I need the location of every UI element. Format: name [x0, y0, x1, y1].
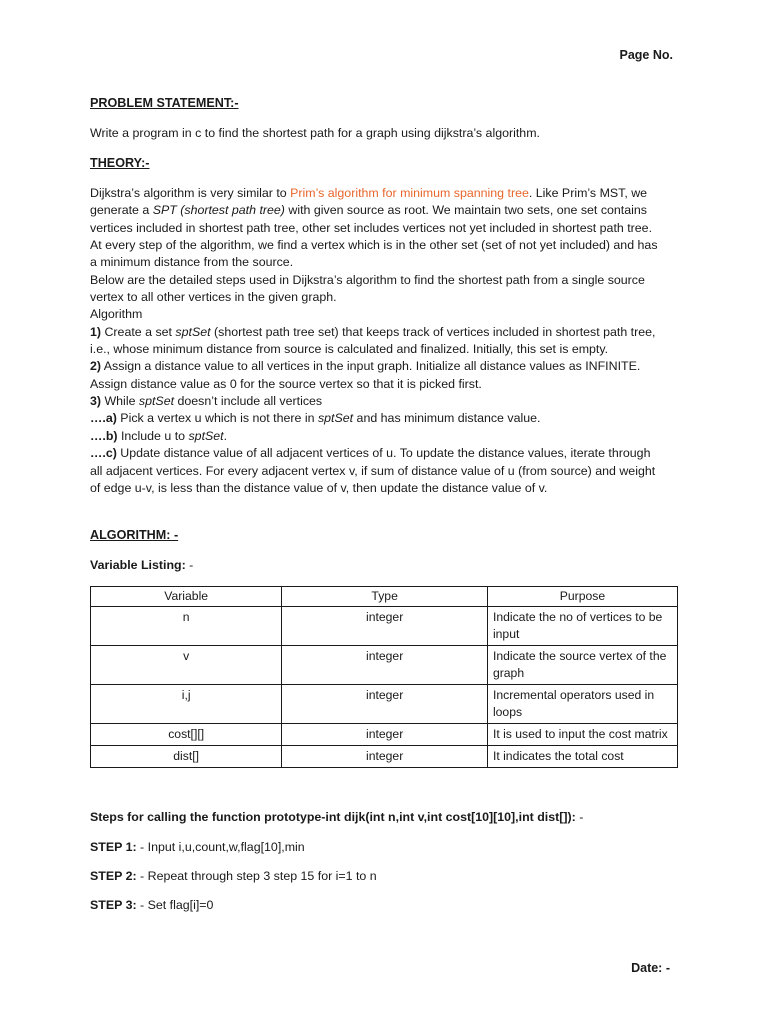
- cell-variable: i,j: [91, 685, 282, 724]
- table-row: [91, 685, 678, 724]
- prims-algorithm-link[interactable]: Prim’s algorithm for minimum spanning tree: [290, 186, 529, 200]
- substep-c-continuation: all adjacent vertices. For every adjacent vertex v, if sum of distance value of u (from source) and weight: [90, 463, 656, 478]
- step-3: [90, 898, 213, 912]
- substep-b-line: [90, 428, 680, 445]
- step-1-continuation: i.e., whose minimum distance from source is calculated and finalized. Initially, this set is empty.: [90, 342, 609, 357]
- date-label: Date: -: [631, 961, 670, 975]
- theory-line: vertex to all other vertices in the given graph.: [90, 290, 337, 305]
- theory-line: [90, 202, 680, 219]
- problem-statement-heading: PROBLEM STATEMENT:-: [90, 96, 239, 110]
- step-1: [90, 840, 305, 854]
- spt-term: SPT (shortest path tree): [152, 203, 285, 218]
- theory-line: [90, 185, 680, 202]
- table-row: [91, 724, 678, 746]
- column-header-type: Type: [282, 587, 488, 607]
- cell-type: integer: [282, 646, 488, 685]
- sptset-term: sptSet: [175, 324, 211, 339]
- cell-purpose: Indicate the no of vertices to be input: [487, 607, 677, 646]
- text-span: Assign a distance value to all vertices in the input graph. Initialize all distance values as INFINITE.: [101, 359, 641, 374]
- step-2-line: [90, 358, 680, 375]
- steps-intro-title: Steps for calling the function prototype-int dijk(int n,int v,int cost[10][10],int dist[]):: [90, 810, 576, 824]
- step-number: ….b): [90, 428, 118, 443]
- cell-variable: v: [91, 646, 282, 685]
- text-span: Dijkstra’s algorithm is very similar to: [90, 186, 291, 200]
- sptset-term: sptSet: [188, 428, 224, 443]
- cell-type: integer: [282, 724, 488, 746]
- cell-purpose: Indicate the source vertex of the graph: [487, 646, 677, 685]
- substep-c-line: [90, 445, 680, 462]
- text-span: Pick a vertex u which is not there in: [116, 411, 318, 426]
- text-span: and has minimum distance value.: [353, 411, 541, 426]
- step-text: - Input i,u,count,w,flag[10],min: [136, 840, 305, 854]
- column-header-purpose: Purpose: [487, 587, 677, 607]
- cell-purpose: It is used to input the cost matrix: [487, 724, 677, 746]
- step-label: STEP 2:: [90, 869, 137, 883]
- variable-table: [90, 586, 678, 768]
- theory-line: vertices included in shortest path tree, other set includes vertices not yet included in shortest path tree.: [90, 220, 653, 235]
- text-span: generate a: [90, 203, 153, 218]
- cell-type: integer: [282, 607, 488, 646]
- cell-purpose: Incremental operators used in loops: [487, 685, 677, 724]
- table-row: [91, 607, 678, 646]
- table-row: [91, 646, 678, 685]
- cell-variable: n: [91, 607, 282, 646]
- text-span: -: [575, 810, 584, 824]
- variable-listing-label: [90, 558, 193, 572]
- step-number: ….c): [90, 446, 117, 461]
- text-span: While: [101, 394, 139, 409]
- text-span: . Like Prim’s MST, we: [528, 186, 648, 200]
- text-span: Update distance value of all adjacent vertices of u. To update the distance values, iterate through: [116, 446, 651, 461]
- theory-heading: THEORY:-: [90, 156, 150, 170]
- steps-intro: [90, 810, 583, 824]
- step-3-line: [90, 393, 680, 410]
- theory-line: Below are the detailed steps used in Dijkstra’s algorithm to find the shortest path from a single source: [90, 272, 645, 287]
- sptset-term: sptSet: [317, 411, 354, 426]
- problem-statement-text: Write a program in c to find the shortest path for a graph using dijkstra’s algorithm.: [90, 126, 540, 140]
- cell-purpose: It indicates the total cost: [487, 746, 677, 768]
- page-number-label: Page No.: [619, 48, 673, 62]
- substep-a-line: [90, 410, 680, 427]
- algorithm-label: Algorithm: [90, 307, 143, 322]
- text-span: (shortest path tree set) that keeps track of vertices included in shortest path tree,: [210, 324, 656, 339]
- step-number: 1): [90, 324, 102, 339]
- step-number: 2): [90, 359, 102, 374]
- cell-variable: dist[]: [91, 746, 282, 768]
- theory-line: a minimum distance from the source.: [90, 255, 294, 270]
- cell-type: integer: [282, 685, 488, 724]
- algorithm-heading: ALGORITHM: -: [90, 528, 179, 542]
- cell-type: integer: [282, 746, 488, 768]
- table-row: [91, 746, 678, 768]
- theory-body: [90, 185, 680, 497]
- step-1-line: [90, 324, 680, 341]
- step-2-continuation: Assign distance value as 0 for the source vertex so that it is picked first.: [90, 376, 482, 391]
- step-number: 3): [90, 394, 102, 409]
- text-span: Create a set: [101, 324, 176, 339]
- cell-variable: cost[][]: [91, 724, 282, 746]
- text-span: .: [223, 428, 228, 443]
- step-label: STEP 3:: [90, 898, 137, 912]
- column-header-variable: Variable: [91, 587, 282, 607]
- theory-line: At every step of the algorithm, we find a vertex which is in the other set (set of not yet included) and has: [90, 238, 658, 253]
- step-number: ….a): [90, 411, 117, 426]
- sptset-term: sptSet: [138, 394, 175, 409]
- substep-c-continuation: of edge u-v, is less than the distance value of v, then update the distance value of v.: [90, 480, 548, 495]
- text-span: with given source as root. We maintain two sets, one set contains: [284, 203, 647, 218]
- text-span: doesn’t include all vertices: [174, 394, 323, 409]
- table-header-row: [91, 587, 678, 607]
- step-text: - Set flag[i]=0: [136, 898, 214, 912]
- step-text: - Repeat through step 3 step 15 for i=1 to n: [136, 869, 377, 883]
- variable-listing-title: Variable Listing:: [90, 558, 186, 572]
- step-label: STEP 1:: [90, 840, 137, 854]
- step-2: [90, 869, 377, 883]
- text-span: -: [185, 558, 194, 572]
- text-span: Include u to: [117, 428, 189, 443]
